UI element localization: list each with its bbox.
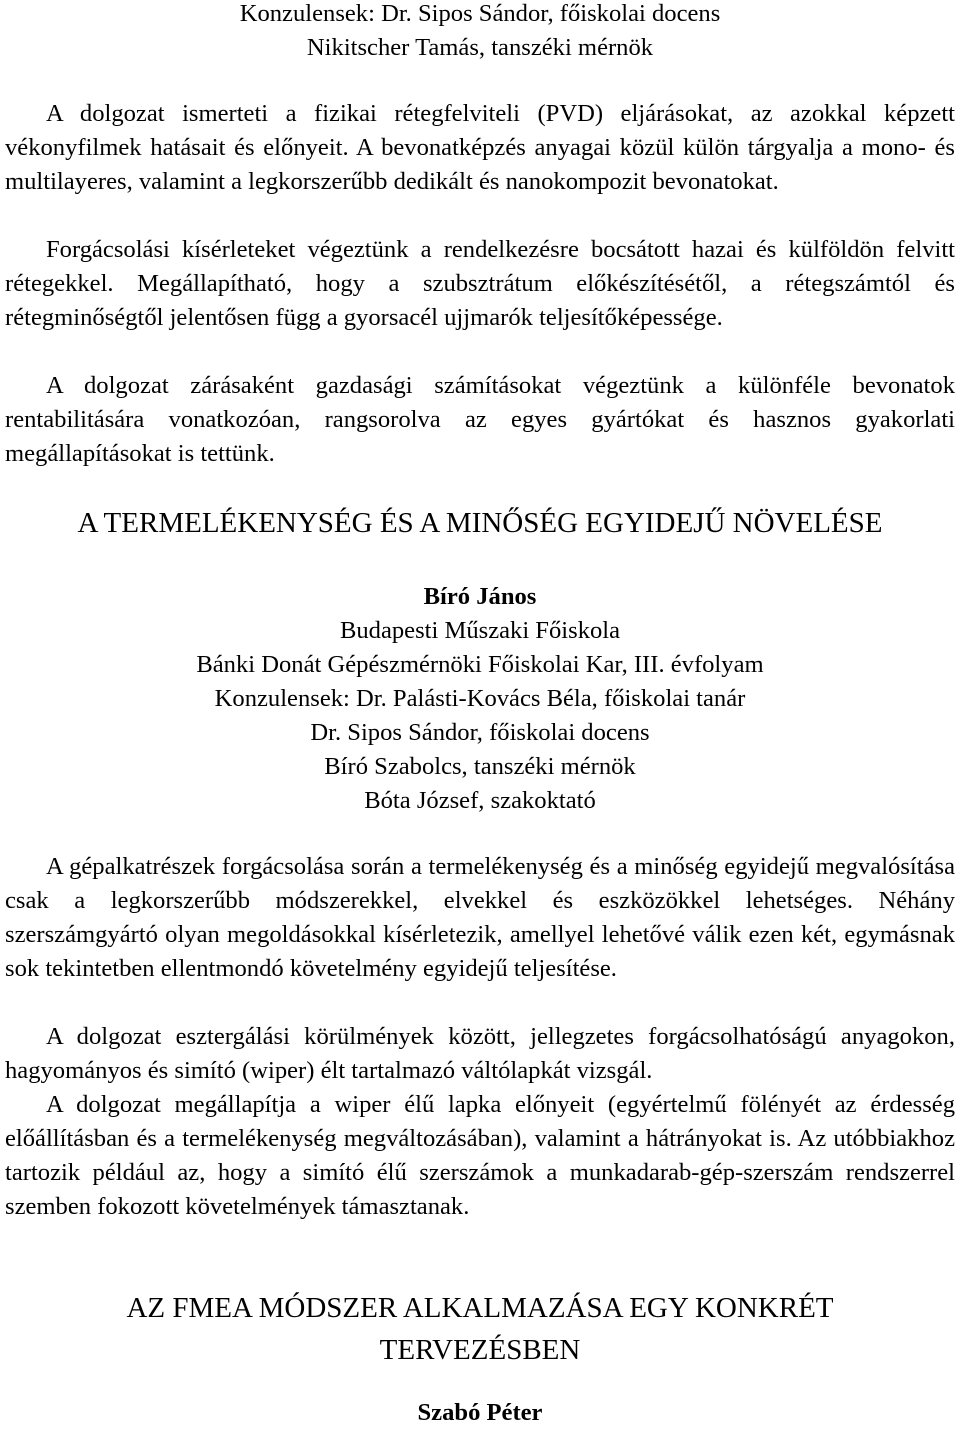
consultant-line: Bíró Szabolcs, tanszéki mérnök (324, 753, 636, 780)
faculty: Bánki Donát Gépészmérnöki Főiskolai Kar, III. évfolyam (196, 651, 764, 678)
abstract-paragraph-4: A gépalkatrészek forgácsolása során a termelékenység és a minőség egyidejű megvalósítása csak a legkorszerűbb módszerekkel, elvekkel és eszközökkel lehetséges. Néhány szerszámgyártó olyan megoldásokkal kísérletezik, amellyel lehetővé válik ezen két, egymásnak sok tekintetben ellentmondó követelmény egyidejű teljesítése. (5, 853, 955, 982)
consultants-line-1: Konzulensek: Dr. Sipos Sándor, főiskolai docens (239, 0, 721, 27)
section-title: A TERMELÉKENYSÉG ÉS A MINŐSÉG EGYIDEJŰ NÖVELÉSE (77, 507, 883, 539)
section-title-line-2: TERVEZÉSBEN (379, 1334, 581, 1366)
author-name: Bíró János (423, 583, 537, 610)
abstract-paragraph-5: A dolgozat esztergálási körülmények között, jellegzetes forgácsolhatóságú anyagokon, hagyományos és simító (wiper) élt tartalmazó váltólapkát vizsgál. (5, 1023, 955, 1084)
abstract-paragraph-2: Forgácsolási kísérleteket végeztünk a rendelkezésre bocsátott hazai és külföldön felvitt rétegekkel. Megállapítható, hogy a szubsztrátum előkészítésétől, a rétegszámtól és rétegminőségtől jelentősen függ a gyorsacél ujjmarók teljesítőképessége. (5, 236, 955, 331)
abstract-paragraph-6: A dolgozat megállapítja a wiper élű lapka előnyeit (egyértelmű fölényét az érdesség előállításban és a termelékenység megváltozásában), valamint a hátrányokat is. Az utóbbiakhoz tartozik például az, hogy a simító élű szerszámok a munkadarab-gép-szerszám rendszerrel szemben fokozott követelmények támasztanak. (5, 1091, 955, 1220)
author-name: Szabó Péter (417, 1399, 543, 1426)
abstract-paragraph-1: A dolgozat ismerteti a fizikai rétegfelviteli (PVD) eljárásokat, az azokkal képzett vékonyfilmek hatásait és előnyeit. A bevonatképzés anyagai közül külön tárgyalja a mono- és multilayeres, valamint a legkorszerűbb dedikált és nanokompozit bevonatokat. (5, 100, 955, 195)
consultant-line: Dr. Sipos Sándor, főiskolai docens (310, 719, 650, 746)
institution: Budapesti Műszaki Főiskola (339, 617, 621, 644)
consultant-line: Bóta József, szakoktató (364, 787, 596, 814)
consultants-line-2: Nikitscher Tamás, tanszéki mérnök (306, 34, 654, 61)
section-title-line-1: AZ FMEA MÓDSZER ALKALMAZÁSA EGY KONKRÉT (126, 1292, 834, 1324)
consultant-line: Konzulensek: Dr. Palásti-Kovács Béla, főiskolai tanár (214, 685, 746, 712)
abstract-paragraph-3: A dolgozat zárásaként gazdasági számításokat végeztünk a különféle bevonatok rentabilitására vonatkozóan, rangsorolva az egyes gyártókat és hasznos gyakorlati megállapításokat is tettünk. (5, 372, 955, 467)
